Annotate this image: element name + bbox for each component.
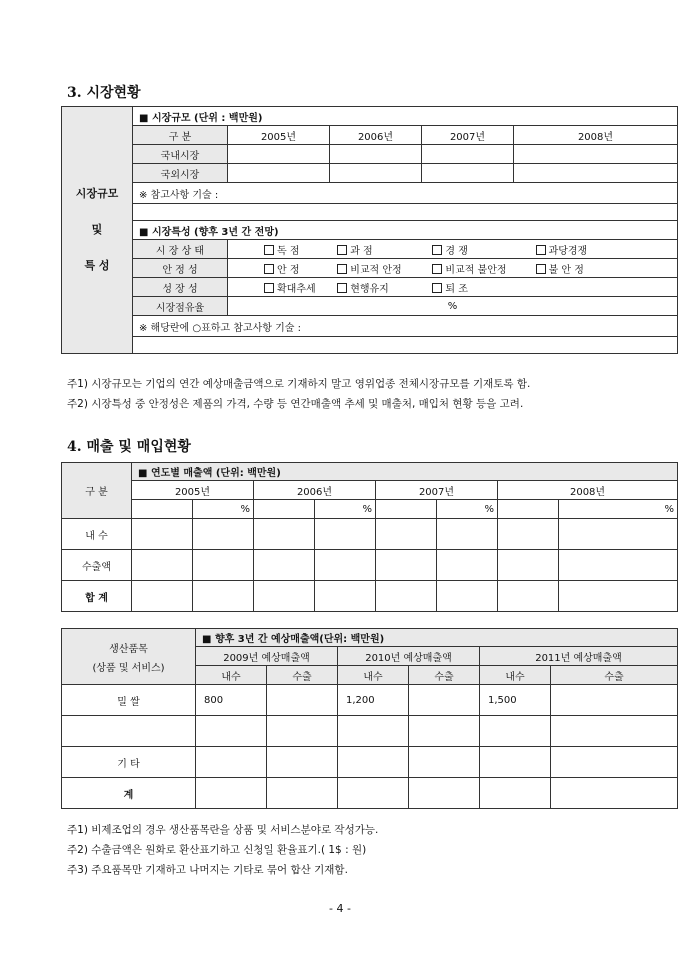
product-name: 밀 쌀 xyxy=(62,685,196,716)
value-cell[interactable] xyxy=(132,550,193,581)
option[interactable]: 과 점 xyxy=(337,242,429,257)
product-label: 생산품목 (상품 및 서비스) xyxy=(62,629,196,685)
row-label: 국외시장 xyxy=(133,164,228,183)
value-cell[interactable] xyxy=(498,581,559,612)
forecast-year: 2011년 예상매출액 xyxy=(480,647,678,666)
char-label: 성 장 성 xyxy=(133,278,228,297)
checkbox-icon[interactable] xyxy=(432,283,442,293)
value-cell[interactable] xyxy=(551,747,678,778)
checkbox-icon[interactable] xyxy=(337,264,347,274)
value-cell[interactable]: 800 xyxy=(196,685,267,716)
footnote: 주1) 시장규모는 기업의 연간 예상매출금액으로 기재하지 말고 영위업종 전체시장규모를 기재토록 함. xyxy=(67,378,531,390)
checkbox-icon[interactable] xyxy=(536,264,546,274)
value-cell[interactable] xyxy=(254,519,315,550)
char-options xyxy=(228,259,678,278)
value-cell[interactable] xyxy=(559,581,678,612)
value-cell[interactable] xyxy=(196,747,267,778)
sales-header: ■ 연도별 매출액 (단위: 백만원) xyxy=(132,463,678,481)
value-cell[interactable] xyxy=(376,550,437,581)
year-header: 2008년 xyxy=(514,126,678,145)
mark-note-space[interactable] xyxy=(133,337,678,354)
value-cell[interactable] xyxy=(551,778,678,809)
value-cell[interactable] xyxy=(330,164,422,183)
char-label: 안 정 성 xyxy=(133,259,228,278)
value-cell[interactable] xyxy=(409,685,480,716)
option[interactable]: 불 안 정 xyxy=(536,261,584,276)
forecast-year: 2010년 예상매출액 xyxy=(338,647,480,666)
market-char-header: ■ 시장특성 (향후 3년 간 전망) xyxy=(133,221,678,240)
year-header: 2005년 xyxy=(132,481,254,500)
checkbox-icon[interactable] xyxy=(536,245,546,255)
value-cell[interactable] xyxy=(422,145,514,164)
col-label: 구 분 xyxy=(133,126,228,145)
page-number: - 4 - xyxy=(329,902,351,915)
value-cell[interactable] xyxy=(559,519,678,550)
mark-note[interactable]: ※ 해당란에 ○표하고 참고사항 기술 : xyxy=(133,316,678,337)
value-cell[interactable] xyxy=(338,747,409,778)
option[interactable]: 퇴 조 xyxy=(432,280,468,295)
value-cell[interactable] xyxy=(132,519,193,550)
char-label: 시 장 상 태 xyxy=(133,240,228,259)
year-header: 2007년 xyxy=(422,126,514,145)
value-cell[interactable] xyxy=(409,716,480,747)
row-label: 합 계 xyxy=(62,581,132,612)
year-header: 2007년 xyxy=(376,481,498,500)
export-label: 수출 xyxy=(551,666,678,685)
option[interactable]: 안 정 xyxy=(264,261,334,276)
row-label: 국내시장 xyxy=(133,145,228,164)
checkbox-icon[interactable] xyxy=(337,245,347,255)
product-name: 기 타 xyxy=(62,747,196,778)
year-header: 2005년 xyxy=(228,126,330,145)
value-cell[interactable] xyxy=(267,778,338,809)
section-3-title: 3. 시장현황 xyxy=(67,85,141,101)
option[interactable]: 독 점 xyxy=(264,242,334,257)
checkbox-icon[interactable] xyxy=(264,283,274,293)
value-cell[interactable] xyxy=(422,164,514,183)
option[interactable]: 현행유지 xyxy=(337,280,429,295)
value-cell[interactable] xyxy=(196,716,267,747)
year-header: 2008년 xyxy=(498,481,678,500)
value-cell[interactable] xyxy=(559,550,678,581)
value-cell[interactable]: 1,500 xyxy=(480,685,551,716)
checkbox-icon[interactable] xyxy=(432,264,442,274)
option[interactable]: 비교적 안정 xyxy=(337,261,429,276)
footnote: 주3) 주요품목만 기재하고 나머지는 기타로 묶어 합산 기재함. xyxy=(67,864,348,876)
value-cell[interactable] xyxy=(480,778,551,809)
value-cell[interactable] xyxy=(551,716,678,747)
market-side-label: 시장규모 및 특 성 xyxy=(62,107,133,354)
option[interactable]: 확대추세 xyxy=(264,280,334,295)
option[interactable]: 과당경쟁 xyxy=(536,242,588,257)
market-size-header: ■ 시장규모 (단위 : 백만원) xyxy=(133,107,678,126)
value-cell[interactable] xyxy=(480,716,551,747)
value-cell[interactable] xyxy=(196,778,267,809)
value-cell[interactable] xyxy=(376,581,437,612)
domestic-label: 내수 xyxy=(196,666,267,685)
value-cell[interactable] xyxy=(338,716,409,747)
year-header: 2006년 xyxy=(254,481,376,500)
option[interactable]: 경 쟁 xyxy=(432,242,532,257)
value-cell[interactable] xyxy=(409,778,480,809)
value-cell[interactable] xyxy=(338,778,409,809)
pct-cell: % xyxy=(193,500,254,519)
footnote: 주1) 비제조업의 경우 생산품목란을 상품 및 서비스분야로 작성가능. xyxy=(67,824,379,836)
value-cell[interactable] xyxy=(514,145,678,164)
value-cell[interactable] xyxy=(498,519,559,550)
value-cell[interactable] xyxy=(267,685,338,716)
footnote: 주2) 시장특성 중 안정성은 제품의 가격, 수량 등 연간매출액 추세 및 매출처, 매입처 현황 등을 고려. xyxy=(67,398,524,410)
section-4-title: 4. 매출 및 매입현황 xyxy=(67,439,191,455)
char-options xyxy=(228,240,678,259)
value-cell[interactable]: 1,200 xyxy=(338,685,409,716)
product-name[interactable] xyxy=(62,716,196,747)
sales-table xyxy=(61,462,678,612)
year-header: 2006년 xyxy=(330,126,422,145)
product-total: 계 xyxy=(62,778,196,809)
value-cell[interactable] xyxy=(254,550,315,581)
pct-cell: % xyxy=(437,500,498,519)
value-cell[interactable] xyxy=(267,747,338,778)
forecast-table xyxy=(61,628,678,809)
domestic-label: 내수 xyxy=(480,666,551,685)
checkbox-icon[interactable] xyxy=(264,245,274,255)
footnote: 주2) 수출금액은 원화로 환산표기하고 신청일 환율표기.( 1$ : 원) xyxy=(67,844,367,856)
value-cell[interactable] xyxy=(267,716,338,747)
value-cell[interactable] xyxy=(480,747,551,778)
export-label: 수출 xyxy=(267,666,338,685)
value-cell[interactable] xyxy=(254,581,315,612)
value-cell[interactable] xyxy=(514,164,678,183)
share-label: 시장점유율 xyxy=(133,297,228,316)
value-cell[interactable] xyxy=(228,164,330,183)
value-cell[interactable] xyxy=(193,581,254,612)
forecast-year: 2009년 예상매출액 xyxy=(196,647,338,666)
ref-note[interactable]: ※ 참고사항 기술 : xyxy=(133,183,678,204)
export-label: 수출 xyxy=(409,666,480,685)
option[interactable]: 비교적 불안정 xyxy=(432,261,532,276)
checkbox-icon[interactable] xyxy=(264,264,274,274)
value-cell[interactable] xyxy=(409,747,480,778)
value-cell[interactable] xyxy=(193,550,254,581)
value-cell[interactable] xyxy=(437,550,498,581)
domestic-label: 내수 xyxy=(338,666,409,685)
share-value[interactable]: % xyxy=(228,297,678,316)
value-cell[interactable] xyxy=(132,581,193,612)
row-label: 내 수 xyxy=(62,519,132,550)
value-cell[interactable] xyxy=(330,145,422,164)
market-status-table xyxy=(61,106,678,354)
value-cell[interactable] xyxy=(193,519,254,550)
ref-note-space[interactable] xyxy=(133,204,678,221)
value-cell[interactable] xyxy=(551,685,678,716)
pct-cell: % xyxy=(559,500,678,519)
value-cell[interactable] xyxy=(498,550,559,581)
col-label: 구 분 xyxy=(62,463,132,519)
value-cell[interactable] xyxy=(315,550,376,581)
value-cell[interactable] xyxy=(376,519,437,550)
checkbox-icon[interactable] xyxy=(337,283,347,293)
value-cell[interactable] xyxy=(437,519,498,550)
value-cell[interactable] xyxy=(437,581,498,612)
pct-cell: % xyxy=(315,500,376,519)
forecast-header: ■ 향후 3년 간 예상매출액(단위: 백만원) xyxy=(196,629,678,647)
value-cell[interactable] xyxy=(315,581,376,612)
char-options xyxy=(228,278,678,297)
checkbox-icon[interactable] xyxy=(432,245,442,255)
value-cell[interactable] xyxy=(315,519,376,550)
row-label: 수출액 xyxy=(62,550,132,581)
value-cell[interactable] xyxy=(228,145,330,164)
